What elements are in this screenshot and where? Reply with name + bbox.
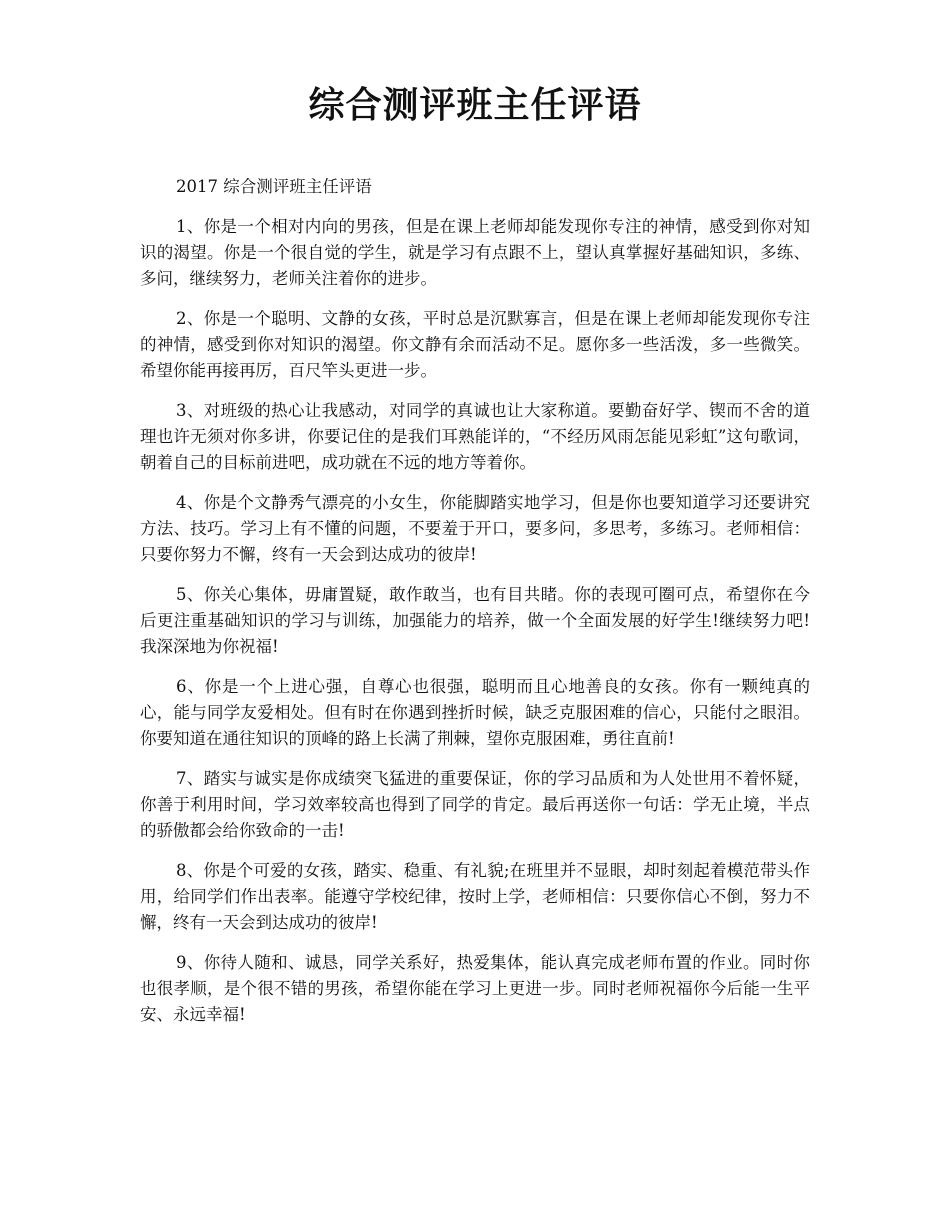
document-title: 综合测评班主任评语 <box>308 84 642 126</box>
comment-paragraph-2: 2、你是一个聪明、文静的女孩，平时总是沉默寡言，但是在课上老师却能发现你专注的神情，感受到你对知识的渴望。你文静有余而活动不足。愿你多一些活泼，多一些微笑。希望你能再接再厉，百尺竿头更进一步。 <box>140 309 810 380</box>
comment-paragraph-4: 4、你是个文静秀气漂亮的小女生，你能脚踏实地学习，但是你也要知道学习还要讲究方法、技巧。学习上有不懂的问题，不要羞于开口，要多问，多思考，多练习。老师相信：只要你努力不懈，终有一天会到达成功的彼岸! <box>140 493 810 564</box>
comment-paragraph-9: 9、你待人随和、诚恳，同学关系好，热爱集体，能认真完成老师布置的作业。同时你也很孝顺，是个很不错的男孩，希望你能在学习上更进一步。同时老师祝福你今后能一生平安、永远幸福! <box>140 953 810 1024</box>
comment-paragraph-3: 3、对班级的热心让我感动，对同学的真诚也让大家称道。要勤奋好学、锲而不舍的道理也许无须对你多讲，你要记住的是我们耳熟能详的，“不经历风雨怎能见彩虹”这句歌词，朝着自己的目标前进吧，成功就在不远的地方等着你。 <box>140 401 810 472</box>
comment-paragraph-6: 6、你是一个上进心强，自尊心也很强，聪明而且心地善良的女孩。你有一颗纯真的心，能与同学友爱相处。但有时在你遇到挫折时候，缺乏克服困难的信心，只能付之眼泪。你要知道在通往知识的顶峰的路上长满了荆棘，望你克服困难，勇往直前! <box>140 677 810 748</box>
document-subtitle: 2017 综合测评班主任评语 <box>176 177 372 196</box>
comment-paragraph-5: 5、你关心集体，毋庸置疑，敢作敢当，也有目共睹。你的表现可圈可点，希望你在今后更注重基础知识的学习与训练，加强能力的培养，做一个全面发展的好学生!继续努力吧!我深深地为你祝福! <box>140 585 810 656</box>
comment-paragraph-1: 1、你是一个相对内向的男孩，但是在课上老师却能发现你专注的神情，感受到你对知识的渴望。你是一个很自觉的学生，就是学习有点跟不上，望认真掌握好基础知识，多练、多问，继续努力，老师关注着你的进步。 <box>140 217 810 288</box>
comment-paragraph-7: 7、踏实与诚实是你成绩突飞猛进的重要保证，你的学习品质和为人处世用不着怀疑，你善于利用时间，学习效率较高也得到了同学的肯定。最后再送你一句话：学无止境，半点的骄傲都会给你致命的一击! <box>140 769 810 840</box>
comment-paragraph-8: 8、你是个可爱的女孩，踏实、稳重、有礼貌;在班里并不显眼，却时刻起着模范带头作用，给同学们作出表率。能遵守学校纪律，按时上学，老师相信：只要你信心不倒，努力不懈，终有一天会到达成功的彼岸! <box>140 861 810 932</box>
